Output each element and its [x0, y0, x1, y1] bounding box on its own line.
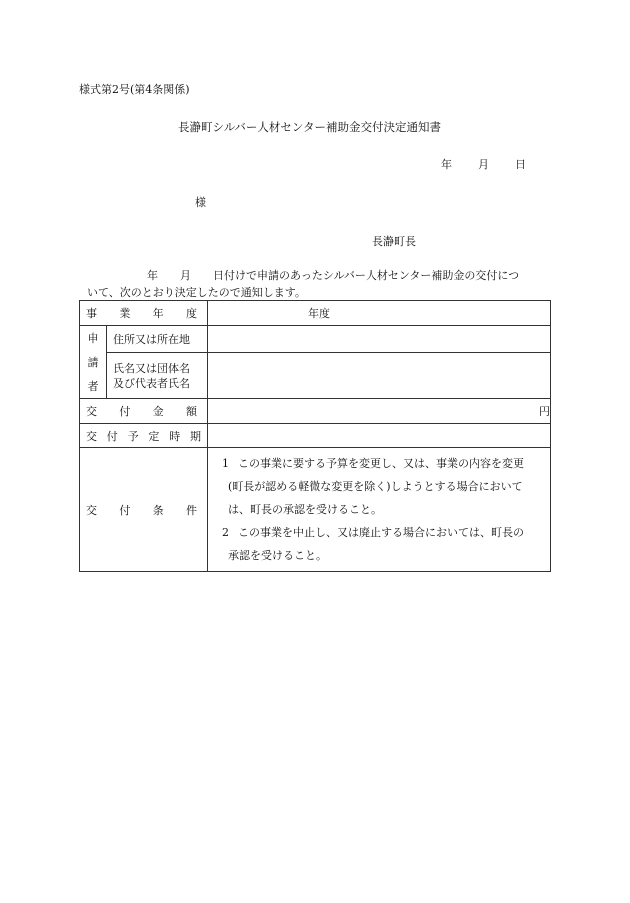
conditions-label	[80, 448, 208, 572]
amount-value: 円	[208, 399, 551, 424]
name-label-line-2: 及び代表者氏名	[113, 376, 190, 390]
date-day: 日	[515, 158, 526, 171]
conditions-value	[208, 448, 551, 572]
label-char: 定	[148, 429, 160, 443]
form-number: 様式第2号(第4条関係)	[79, 83, 190, 96]
label-char: 度	[185, 307, 197, 320]
label-char: 時	[169, 429, 181, 443]
body-line-2: いて、次のとおり決定したので通知します。	[87, 286, 306, 299]
condition-number: 1	[222, 457, 229, 470]
label-char: 件	[185, 503, 197, 517]
condition-text-cont: (町長が認める軽微な変更を除く)しようとする場合において	[228, 480, 523, 493]
label-char: 付	[119, 503, 131, 517]
document-title: 長瀞町シルバー人材センター補助金交付決定通知書	[178, 120, 441, 134]
label-char: 交	[86, 503, 97, 517]
amount-label	[80, 399, 208, 424]
body-text	[79, 267, 557, 301]
label-char: 者	[87, 380, 99, 393]
name-value	[208, 353, 551, 399]
label-char: 業	[119, 307, 131, 320]
label-char: 付	[119, 405, 131, 418]
fiscal-year-label	[80, 301, 208, 326]
name-label	[107, 353, 208, 399]
name-label-line-1: 氏名又は団体名	[113, 361, 190, 375]
condition-item	[222, 452, 546, 521]
decision-table	[79, 300, 551, 572]
condition-text-cont: 承認を受けること。	[228, 549, 327, 562]
applicant-name-row	[80, 353, 551, 399]
fiscal-year-value: 年度	[208, 301, 551, 326]
label-char: 予	[127, 429, 139, 443]
address-value	[208, 326, 551, 353]
schedule-value	[208, 424, 551, 448]
condition-text-cont: は、町長の承認を受けること。	[228, 503, 382, 516]
label-char: 交	[86, 405, 97, 418]
label-char: 年	[152, 307, 164, 320]
condition-number: 2	[222, 526, 229, 539]
date-year: 年	[441, 158, 452, 171]
label-char: 請	[87, 356, 99, 369]
condition-text: この事業を中止し、又は廃止する場合においては、町長の	[238, 526, 524, 539]
condition-item	[222, 521, 546, 567]
schedule-row	[80, 424, 551, 448]
label-char: 期	[189, 429, 201, 443]
label-char: 金	[152, 405, 164, 418]
amount-row	[80, 399, 551, 424]
label-char: 条	[152, 503, 164, 517]
label-char: 事	[86, 307, 97, 320]
fiscal-year-row	[80, 301, 551, 326]
label-char: 額	[185, 405, 197, 418]
date-month: 月	[478, 158, 489, 171]
schedule-label	[80, 424, 208, 448]
applicant-label	[80, 326, 107, 399]
body-line-1: 年 月 日付けで申請のあったシルバー人材センター補助金の交付につ	[147, 269, 520, 282]
addressee-suffix: 様	[195, 196, 206, 209]
label-char: 交	[86, 429, 97, 443]
label-char: 付	[106, 429, 118, 443]
issuer: 長瀞町長	[372, 235, 416, 248]
date-line	[441, 156, 526, 172]
label-char: 申	[87, 332, 99, 345]
address-label: 住所又は所在地	[107, 326, 208, 353]
conditions-row	[80, 448, 551, 572]
condition-text: この事業に要する予算を変更し、又は、事業の内容を変更	[238, 457, 524, 470]
applicant-address-row	[80, 326, 551, 353]
